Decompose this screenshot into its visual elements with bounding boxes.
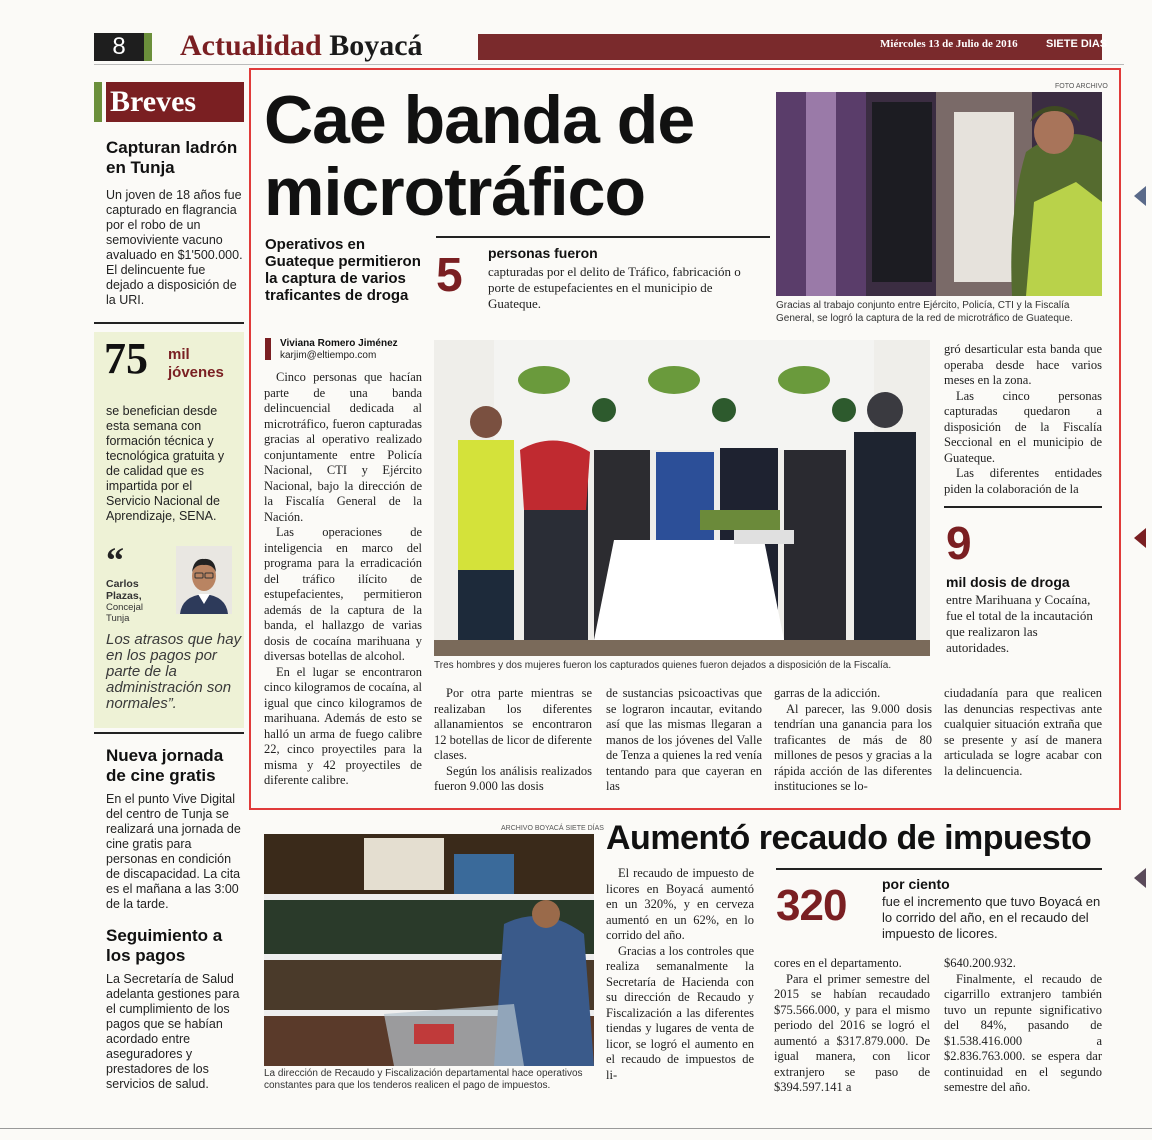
photo-credit: FOTO ARCHIVO [1055,83,1108,90]
page-edge-marker [1134,868,1146,888]
page-edge-marker [1134,528,1146,548]
quote-author: Carlos Plazas, [106,578,142,602]
article-paragraph: gró desarticular esta banda que operaba desde hace varios meses en la zona. [944,342,1102,387]
article-column [606,866,754,1083]
stat-heading: mil dosis de droga [946,574,1070,590]
brand-name: SIETE DIAS [1046,38,1108,50]
bottom-divider [0,1128,1152,1129]
photo-police-raid [776,92,1102,296]
brief-headline: Seguimiento a los pagos [106,926,223,965]
stat-text: entre Marihuana y Cocaína, fue el total de la incautación que realizaron las autoridades. [946,592,1093,655]
stat-unit: mil jóvenes [168,346,224,381]
article-paragraph: Finalmente, el recaudo de cigarrillo extranjero también tuvo un repunte significativo del 84%, pasando de $1.538.416.000 a $2.836.763.000. se espera dar continuidad en el segundo semestre del año. [944,971,1102,1094]
article-paragraph: En el lugar se encontraron cinco kilogramos de cocaína, al igual que cinco kilogramos de marihuana. Además de esto se halló un arma de fuego calibre 22, cinco proyectiles para la misma y 42 proyectiles de diferente calibre. [264,664,422,787]
author-avatar [176,546,232,614]
stat-divider [776,868,1102,870]
main-headline: Cae banda de microtráfico [264,82,695,230]
article-column [944,342,1102,497]
sidebar-divider [94,732,244,734]
second-headline: Aumentó recaudo de impuesto [606,819,1092,857]
photo-caption: Gracias al trabajo conjunto entre Ejército, Policía, CTI y la Fiscalía General, se logró la captura de la red de microtráfico de Guateque. [776,300,1073,324]
article-paragraph: Las diferentes entidades piden la colaboración de la [944,466,1102,496]
stat-text: capturadas por el delito de Tráfico, fabricación o porte de estupefacientes en el municipio de Guateque. [488,264,741,311]
article-column [944,956,1102,1096]
article-column [944,686,1102,779]
stat-divider [944,506,1102,508]
brief-text: La Secretaría de Salud adelanta gestiones para el cumplimiento de los pagos que se habían acordado entre aseguradores y prestadores de los servicios de salud. [106,972,240,1091]
detainees-photo-icon [434,340,930,656]
article-column [606,686,762,795]
article-paragraph: Al parecer, las 9.000 dosis tendrían una ganancia para los traficantes de más de 80 millones de pesos y gracias a la rápida acción de las diferentes instituciones se lo- [774,701,932,793]
sidebar-divider [94,322,244,324]
breves-title: Breves [110,85,197,118]
brief-text: En el punto Vive Digital del centro de Tunja se realizará una jornada de cine gratis para personas en condición de discapacidad. La cita es el mañana a las 3:00 de la tarde. [106,792,241,911]
photo-credit: ARCHIVO BOYACÁ SIETE DÍAS [501,825,604,832]
police-raid-photo-icon [776,92,1102,296]
photo-detainees [434,340,930,656]
article-paragraph: Para el primer semestre del 2015 se habían recaudado $75.566.000, y para el mismo periodo del 2016 se logró el aumentó a $317.879.000. De igual manera, con licor extranjero se paso de $394.597.141 a [774,971,930,1094]
top-divider [94,64,1124,65]
author-portrait-icon [176,546,232,614]
quote-mark: “ [106,540,124,580]
article-column [434,686,592,795]
article-paragraph: cores en el departamento. [774,956,902,970]
article-paragraph: Según los análisis realizados fueron 9.000 las dosis [434,763,592,793]
issue-date: Miércoles 13 de Julio de 2016 [880,38,1018,50]
article-paragraph: ciudadanía para que realicen las denuncias respectivas ante cualquier situación extraña que se presente y así de manera articulada se logre acabar con la delincuencia. [944,686,1102,778]
photo-caption: Tres hombres y dos mujeres fueron los capturados quienes fueron dejados a disposición de la Fiscalía. [434,660,892,671]
article-paragraph: garras de la adicción. [774,686,881,700]
article-column [264,370,422,789]
stat-divider [436,236,770,238]
article-paragraph: $640.200.932. [944,956,1016,970]
byline-accent [265,338,271,360]
page-edge-marker [1134,186,1146,206]
byline-name: Viviana Romero Jiménez [280,338,398,349]
article-paragraph: El recaudo de impuesto de licores en Boyacá aumentó en un 320%, y en cerveza aumentó en un 62%, en lo corrido del año. [606,866,754,942]
article-paragraph: Por otra parte mientras se realizaban los diferentes allanamientos se encontraron 12 botellas de licor de diferente clases. [434,686,592,762]
byline-email: karjim@eltiempo.com [280,350,377,361]
article-paragraph: Las cinco personas capturadas quedaron a disposición de la Fiscalía Seccional en el municipio de Guateque. [944,388,1102,465]
stat-text: se benefician desde esta semana con formación técnica y tecnológica gratuita y de calidad que es impartida por el Servicio Nacional de Aprendizaje, SENA. [106,404,225,523]
stat-number: 9 [946,517,972,569]
quote-author-role: Concejal Tunja [106,602,143,624]
article-column [774,956,930,1096]
article-column [774,686,932,795]
article-paragraph: Cinco personas que hacían parte de una banda delincuencial dedicada al microtráfico, fueron capturadas gracias al operativo realizado conjuntamente entre Policía Nacional, CTI y Ejército Nacional, bajo la dirección de la Fiscalía General de la Nación. [264,370,422,524]
section-title-region: Boyacá [329,29,423,62]
page-number: 8 [94,33,152,61]
stat-number: 5 [436,249,463,302]
photo-caption: La dirección de Recaudo y Fiscalización departamental hace operativos constantes para que los tenderos realicen el pago de impuestos. [264,1068,583,1091]
article-paragraph: Las operaciones de inteligencia en marco del programa para la erradicación del tráfico ilícito de estupefacientes, permitieron además de la captura de la banda, el hallazgo de varias dosis de cocaína marihuana y diversas botellas de alcohol. [264,525,422,663]
article-paragraph: de sustancias psicoactivas que se lograron incautar, evitando así que las mismas llegaran a manos de los jóvenes del Valle de Tenza a quienes la red venía tentando para que cayeran en las [606,686,762,793]
breves-accent [94,82,102,122]
section-title [180,28,423,64]
section-title-main: Actualidad [180,29,322,62]
quote-text: Los atrasos que hay en los pagos por parte de la administración son normales”. [106,631,242,712]
main-subhead: Operativos en Guateque permitieron la captura de varios traficantes de droga [265,236,421,304]
photo-liquor-store [264,834,594,1066]
stat-number: 320 [776,881,847,930]
stat-number: 75 [104,334,148,383]
stat-text: fue el incremento que tuvo Boyacá en lo corrido del año, en el recaudo del impuesto de licores. [882,894,1101,941]
brief-headline: Capturan ladrón en Tunja [106,138,238,177]
stat-heading: por ciento [882,876,950,892]
article-paragraph: Gracias a los controles que realiza semanalmente la Secretaría de Hacienda con su dirección de Recaudo y Fiscalización a las diferentes tiendas y lugares de venta de licor, se logró el aumento en el recaudo de impuestos de li- [606,943,754,1082]
brief-headline: Nueva jornada de cine gratis [106,746,224,785]
stat-heading: personas fueron [488,245,598,261]
brief-text: Un joven de 18 años fue capturado en flagrancia por el robo de un semoviviente vacuno avaluado en $1'500.000. El delincuente fue dejado a disposición de la URI. [106,188,243,307]
liquor-shelves-photo-icon [264,834,594,1066]
